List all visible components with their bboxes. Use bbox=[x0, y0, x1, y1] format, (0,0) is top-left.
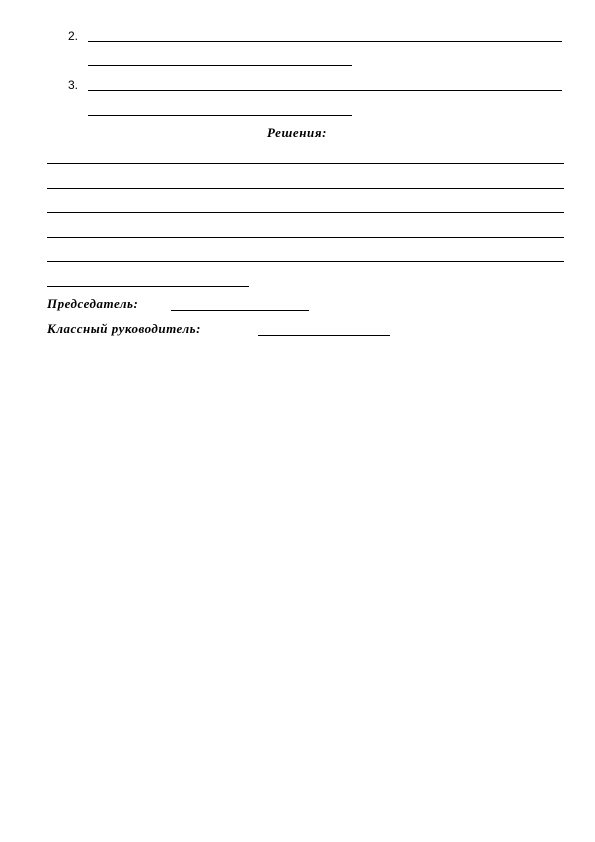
item-2-answer-line-2[interactable] bbox=[88, 65, 352, 66]
class-teacher-label: Классный руководитель: bbox=[47, 321, 201, 336]
item-number-3: 3. bbox=[68, 78, 79, 92]
decision-line-3[interactable] bbox=[47, 212, 564, 213]
item-number-2: 2. bbox=[68, 29, 79, 43]
decision-line-1[interactable] bbox=[47, 163, 564, 164]
item-2-answer-line-1[interactable] bbox=[88, 41, 562, 42]
decision-line-4[interactable] bbox=[47, 237, 564, 238]
chairman-signature-line[interactable] bbox=[171, 310, 309, 311]
decision-line-6[interactable] bbox=[47, 286, 249, 287]
decision-line-2[interactable] bbox=[47, 188, 564, 189]
item-3-answer-line-1[interactable] bbox=[88, 90, 562, 91]
item-3-answer-line-2[interactable] bbox=[88, 115, 352, 116]
decision-line-5[interactable] bbox=[47, 261, 564, 262]
class-teacher-signature-line[interactable] bbox=[258, 335, 390, 336]
decisions-heading: Решения: bbox=[267, 125, 328, 140]
chairman-label: Председатель: bbox=[47, 296, 139, 311]
